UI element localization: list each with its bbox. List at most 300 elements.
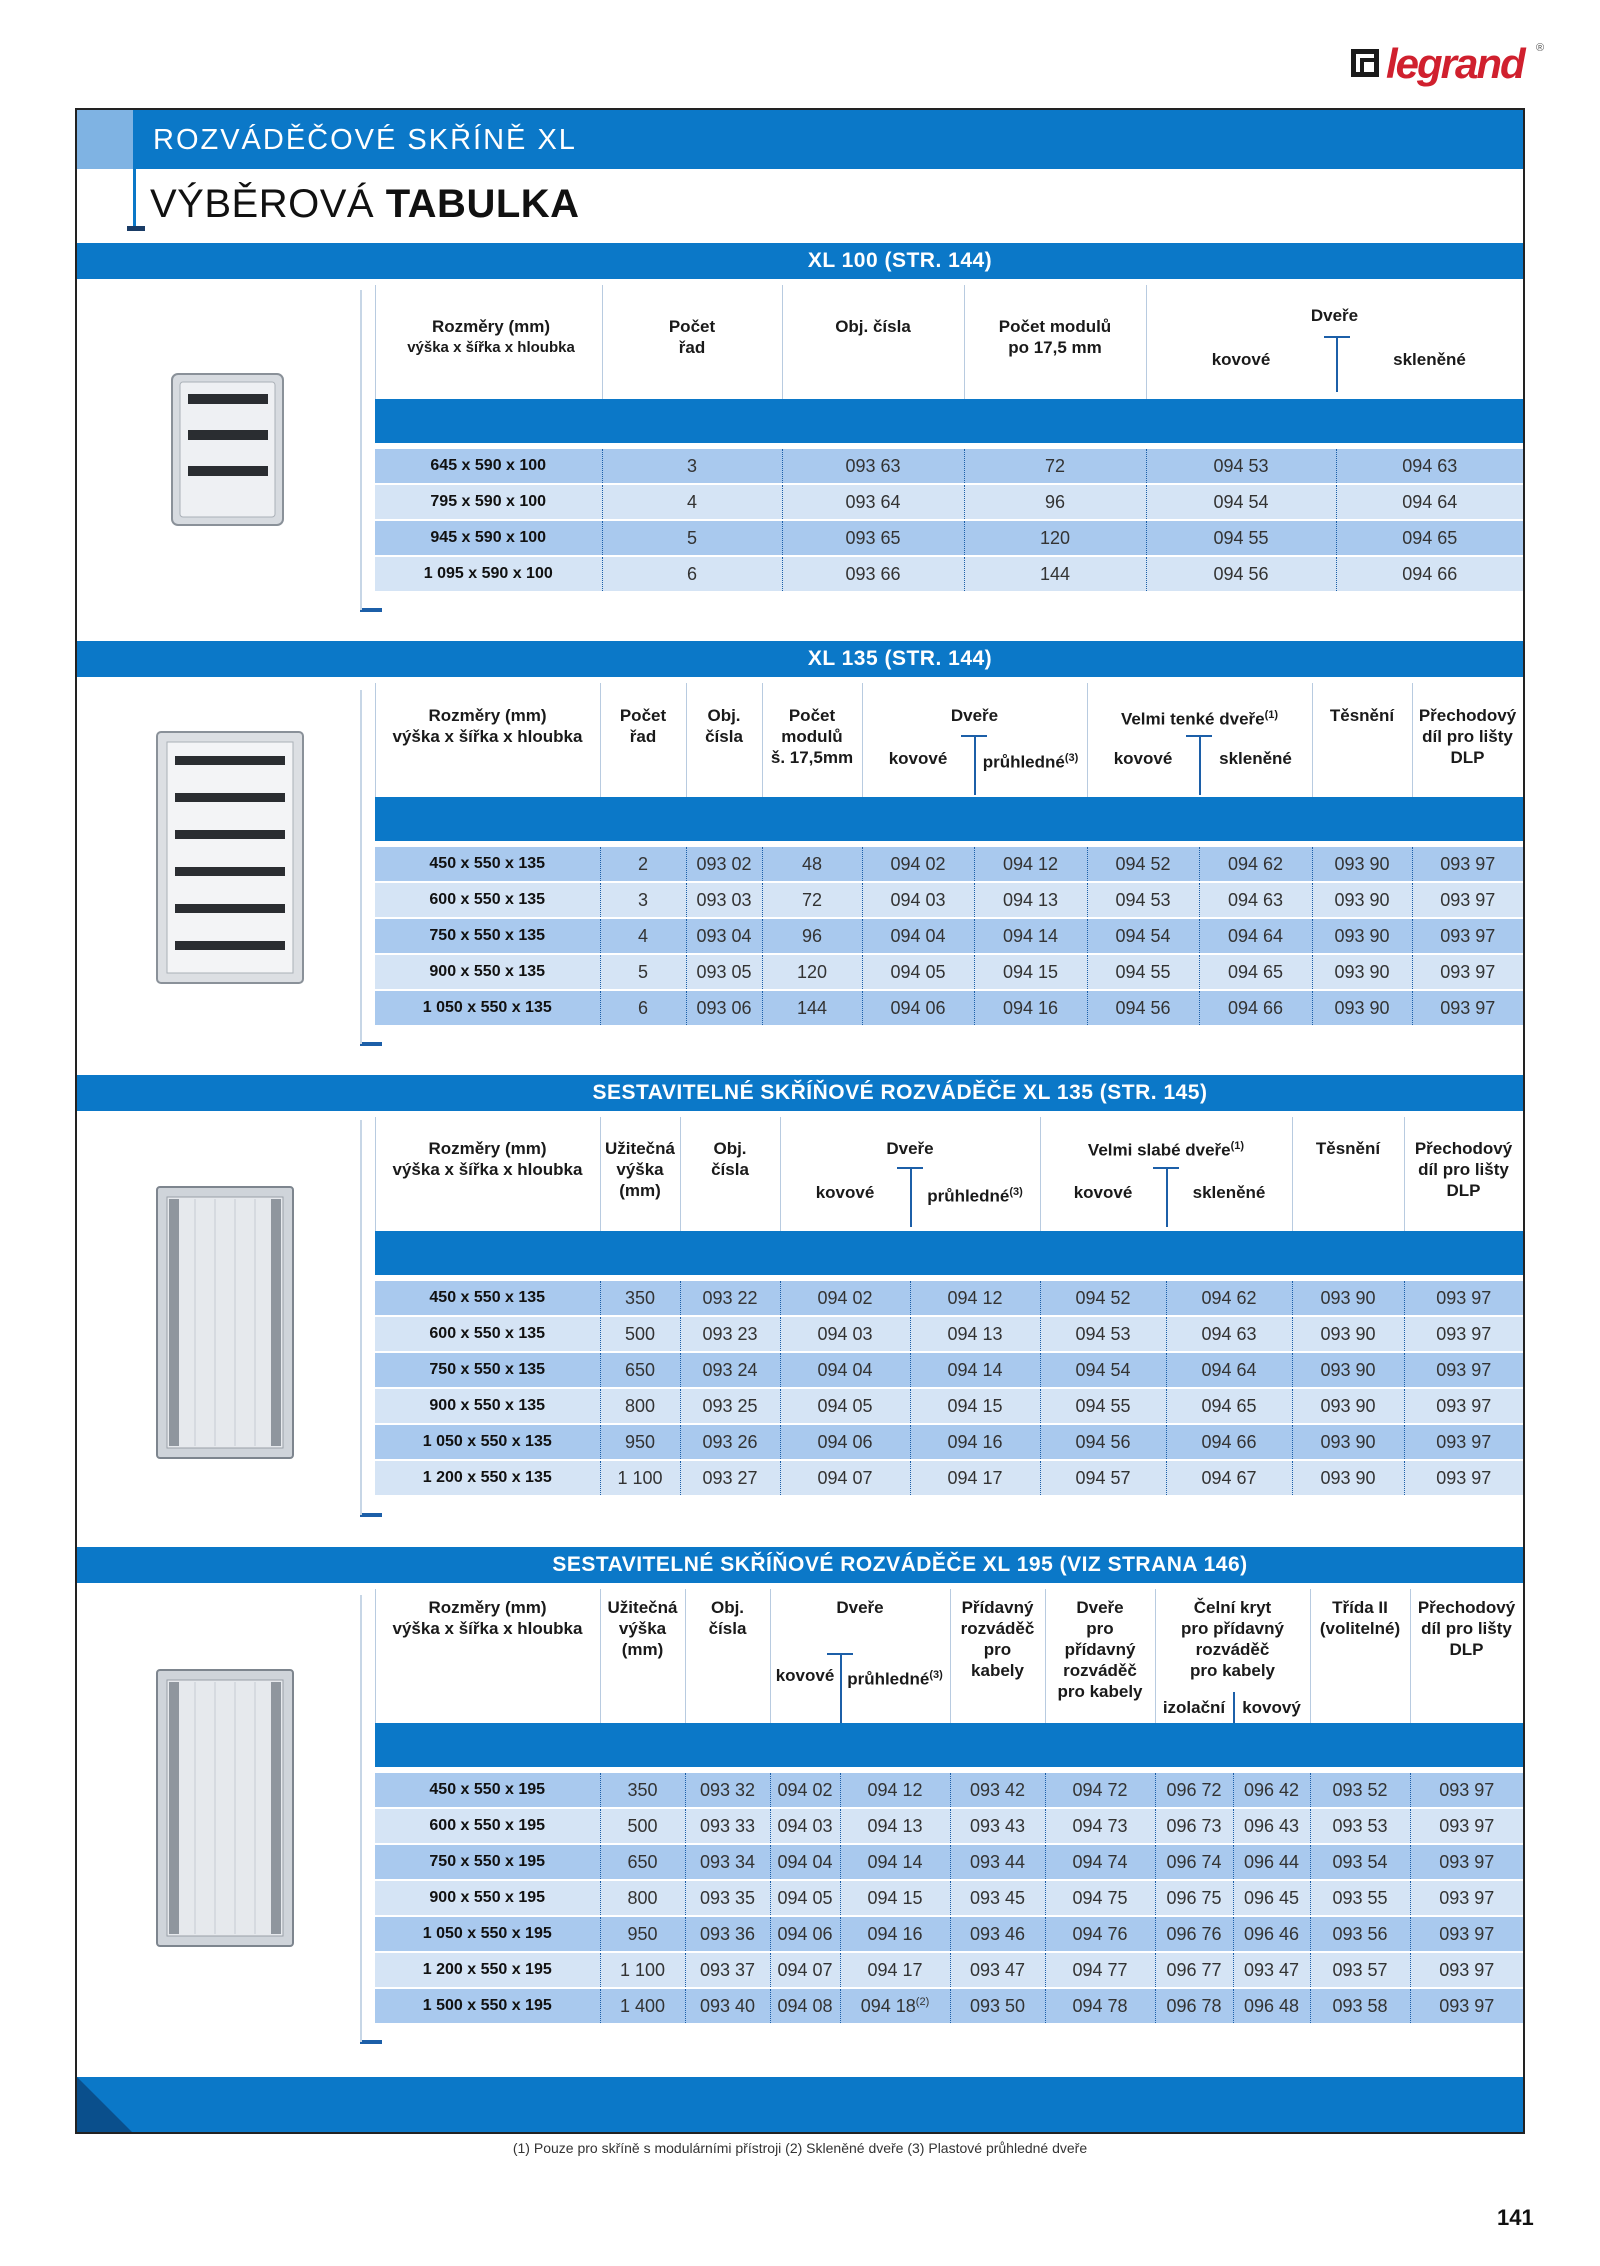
s4-cell: 094 76 [1045,1916,1155,1952]
s3-h-doors: Dveře [886,1139,934,1158]
s4-cell: 093 53 [1310,1808,1410,1844]
s1-cell: 120 [964,520,1146,556]
s4-cell: 093 97 [1410,1808,1523,1844]
s1-table-row [375,449,1523,484]
s4-cell: 093 43 [950,1808,1045,1844]
s4-cell: 094 17 [840,1952,950,1988]
s1-cell: 094 66 [1336,556,1523,592]
s4-cell: 094 78 [1045,1988,1155,2024]
s2-cell: 4 [600,918,686,954]
s1-table-row [375,484,1523,520]
s1-h-dim: Rozměry (mm) výška x šířka x hloubka [407,317,575,356]
s4-cell: 1 500 x 550 x 195 [375,1988,600,2024]
s3-cell: 094 02 [780,1281,910,1316]
s4-cell: 093 97 [1410,1880,1523,1916]
s4-table-row [375,1988,1523,2024]
s4-cell: 094 16 [840,1916,950,1952]
s3-cell: 094 64 [1166,1352,1292,1388]
header-divider [133,110,136,230]
s4-cell: 800 [600,1880,685,1916]
s1-cell: 3 [602,449,782,484]
s1-cell: 094 63 [1336,449,1523,484]
s3-cell: 1 100 [600,1460,680,1496]
s1-cell: 795 x 590 x 100 [375,484,602,520]
s4-h-front-cover: Čelní kryt pro přídavný rozváděč pro kabely [1181,1598,1284,1680]
s3-cell: 094 03 [780,1316,910,1352]
s3-table-row [375,1352,1523,1388]
s2-h-dim: Rozměry (mm) výška x šířka x hloubka [392,706,583,746]
s2-cell: 094 63 [1199,882,1312,918]
s3-cell: 093 90 [1292,1316,1404,1352]
s4-h-useful: Užitečná výška (mm) [607,1598,678,1659]
s3-h-obj: Obj. čísla [711,1139,749,1179]
s4-cell: 650 [600,1844,685,1880]
s4-h-transparent: průhledné$^{(3)}$ [847,1669,943,1689]
s4-cell: 096 78 [1155,1988,1233,2024]
s1-cell: 094 56 [1146,556,1336,592]
s1-table-row [375,556,1523,592]
s2-cell: 094 64 [1199,918,1312,954]
s4-cell: 094 08 [770,1988,840,2024]
s3-cell: 094 55 [1040,1388,1166,1424]
s2-cell: 093 90 [1312,954,1412,990]
s4-cell: 094 74 [1045,1844,1155,1880]
s4-cell: 094 75 [1045,1880,1155,1916]
s3-cell: 650 [600,1352,680,1388]
s2-cell: 093 06 [686,990,762,1026]
title-bold: TABULKA [385,182,580,226]
footer-corner-triangle [77,2077,137,2132]
s4-cell: 096 74 [1155,1844,1233,1880]
s2-cell: 094 14 [974,918,1087,954]
s2-cell: 093 97 [1412,954,1523,990]
s4-h-dlp: Přechodový díl pro lišty DLP [1417,1598,1516,1659]
s2-cell: 093 97 [1412,990,1523,1026]
s3-cell: 094 63 [1166,1316,1292,1352]
s2-h-transparent: průhledné$^{(3)}$ [982,752,1079,772]
s4-h-extra-cabinet: Přídavný rozváděč pro kabely [960,1598,1035,1680]
s2-cell: 96 [762,918,862,954]
s4-cell: 093 35 [685,1880,770,1916]
s4-h-extra-doors: Dveře pro přídavný rozváděč pro kabely [1057,1598,1143,1701]
s1-door-divider [1336,336,1338,392]
s2-cell: 094 03 [862,882,974,918]
s4-cell: 094 05 [770,1880,840,1916]
s2-cell: 094 56 [1087,990,1199,1026]
s1-cell: 945 x 590 x 100 [375,520,602,556]
s2-cell: 3 [600,882,686,918]
s2-tick [360,1042,382,1046]
s4-tick [360,2040,382,2044]
s4-cell: 900 x 550 x 195 [375,1880,600,1916]
header-subtitle: ROZVÁDĚČOVÉ SKŘÍNĚ XL [153,124,577,156]
s2-cell: 094 65 [1199,954,1312,990]
s4-cell: 600 x 550 x 195 [375,1808,600,1844]
s3-cell: 093 90 [1292,1388,1404,1424]
s1-table [375,449,1523,593]
section-xl100-band [77,243,1523,279]
s4-cell: 096 75 [1155,1880,1233,1916]
s2-cell: 094 13 [974,882,1087,918]
s2-h-metal: kovové [888,749,948,768]
s4-cell: 094 13 [840,1808,950,1844]
footnote: (1) Pouze pro skříně s modulárními přístroji (2) Skleněné dveře (3) Plastové průhledné dveře [512,2140,1088,2156]
page-number: 141 [1497,2205,1534,2230]
s2-cell: 094 06 [862,990,974,1026]
s1-cell: 093 65 [782,520,964,556]
s3-cell: 750 x 550 x 135 [375,1352,600,1388]
s4-h-obj: Obj. čísla [708,1598,747,1638]
s1-h-modules: Počet modulů po 17,5 mm [998,317,1112,357]
s3-table-row [375,1316,1523,1352]
s3-cell: 094 07 [780,1460,910,1496]
s4-cell: 093 55 [1310,1880,1410,1916]
s1-cell: 4 [602,484,782,520]
modular-xl195-cabinet-image [155,1668,295,1948]
s2-table-row [375,990,1523,1026]
s3-table-row [375,1281,1523,1316]
s4-cell: 096 46 [1233,1916,1310,1952]
s3-cell: 094 04 [780,1352,910,1388]
s4-cell: 096 43 [1233,1808,1310,1844]
s4-blue-bar [375,1723,1523,1767]
s4-cell: 093 97 [1410,1773,1523,1808]
section-xl100-title: XL 100 (STR. 144) [807,249,993,272]
s2-cell: 094 02 [862,847,974,882]
s2-cell: 094 66 [1199,990,1312,1026]
s3-cell: 093 90 [1292,1460,1404,1496]
s1-h-doors: Dveře [1310,306,1359,325]
s4-cell: 093 97 [1410,1844,1523,1880]
s1-cell: 094 65 [1336,520,1523,556]
s1-cell: 094 55 [1146,520,1336,556]
s2-h-doors: Dveře [950,706,999,725]
s3-cell: 094 53 [1040,1316,1166,1352]
s3-table-row [375,1388,1523,1424]
s2-cell: 144 [762,990,862,1026]
s3-cell: 093 97 [1404,1352,1523,1388]
s4-cell: 093 32 [685,1773,770,1808]
title-light: VÝBĚROVÁ [150,182,386,226]
s2-cell: 450 x 550 x 135 [375,847,600,882]
s4-cell: 093 52 [1310,1773,1410,1808]
s4-cell: 096 48 [1233,1988,1310,2024]
s3-tick [360,1513,382,1517]
s4-cell: 093 97 [1410,1916,1523,1952]
s3-cell: 600 x 550 x 135 [375,1316,600,1352]
s1-tick [360,608,382,612]
s4-cell: 094 73 [1045,1808,1155,1844]
s1-left-rule [360,290,362,610]
s2-cell: 094 15 [974,954,1087,990]
s4-table-row [375,1844,1523,1880]
s2-cell: 094 53 [1087,882,1199,918]
s3-cell: 450 x 550 x 135 [375,1281,600,1316]
header-accent [77,110,133,169]
header-tick [127,226,145,231]
s4-cell: 094 77 [1045,1952,1155,1988]
s1-h-metal: kovové [1211,350,1271,369]
s2-cell: 093 97 [1412,882,1523,918]
s4-cell: 450 x 550 x 195 [375,1773,600,1808]
s3-h-slim-doors: Velmi slabé dveře$^{(1)}$ [1087,1140,1245,1160]
xl135-cabinet-image [155,730,305,985]
s4-cell: 093 47 [950,1952,1045,1988]
s4-cell: 093 97 [1410,1988,1523,2024]
s2-h-seal: Těsnění [1329,706,1395,725]
s1-cell: 96 [964,484,1146,520]
s3-cell: 094 52 [1040,1281,1166,1316]
s3-cell: 093 97 [1404,1424,1523,1460]
s3-cell: 093 27 [680,1460,780,1496]
s2-table [375,847,1523,1027]
s4-cell: 093 56 [1310,1916,1410,1952]
s3-cell: 094 56 [1040,1424,1166,1460]
s4-cell: 093 58 [1310,1988,1410,2024]
brand-name: legrand [1386,40,1524,87]
s3-table [375,1281,1523,1497]
s4-h-class2: Třída II (volitelné) [1319,1598,1401,1638]
s2-cell: 72 [762,882,862,918]
s2-cell: 093 90 [1312,882,1412,918]
s2-cell: 120 [762,954,862,990]
s2-cell: 5 [600,954,686,990]
s3-cell: 094 05 [780,1388,910,1424]
s3-cell: 094 12 [910,1281,1040,1316]
s4-cell: 093 47 [1233,1952,1310,1988]
section-modular-xl195-title: SESTAVITELNÉ SKŘÍŇOVÉ ROZVÁDĚČE XL 195 (VIZ STRANA 146) [552,1553,1248,1576]
s2-cell: 093 02 [686,847,762,882]
s2-table-row [375,882,1523,918]
s2-table-row [375,847,1523,882]
s4-cell: 093 37 [685,1952,770,1988]
s4-cell: 750 x 550 x 195 [375,1844,600,1880]
s2-cell: 1 050 x 550 x 135 [375,990,600,1026]
s3-cell: 093 97 [1404,1316,1523,1352]
s4-h-metal: kovové [775,1666,835,1685]
s4-cell: 093 44 [950,1844,1045,1880]
s1-cell: 094 54 [1146,484,1336,520]
s3-h-transparent: průhledné$^{(3)}$ [927,1186,1023,1206]
legrand-mark-icon [1350,48,1380,78]
section-modular-xl135-band [77,1075,1523,1111]
s2-cell: 094 05 [862,954,974,990]
s2-cell: 093 03 [686,882,762,918]
s4-cell: 096 42 [1233,1773,1310,1808]
s4-cell: 093 42 [950,1773,1045,1808]
s2-h-thin-metal: kovové [1113,749,1173,768]
s4-cell: 500 [600,1808,685,1844]
s2-cell: 094 12 [974,847,1087,882]
s3-h-dim: Rozměry (mm) výška x šířka x hloubka [392,1139,583,1179]
s4-cell: 094 06 [770,1916,840,1952]
s3-cell: 094 54 [1040,1352,1166,1388]
s3-cell: 094 57 [1040,1460,1166,1496]
s1-cell: 094 53 [1146,449,1336,484]
s1-table-row [375,520,1523,556]
s4-cell: 093 97 [1410,1952,1523,1988]
s1-cell: 144 [964,556,1146,592]
s3-cell: 094 06 [780,1424,910,1460]
s3-cell: 350 [600,1281,680,1316]
s4-cell: 096 77 [1155,1952,1233,1988]
footer-band [77,2077,1523,2132]
s3-cell: 093 97 [1404,1460,1523,1496]
s4-cell: 096 44 [1233,1844,1310,1880]
s4-cell: 093 33 [685,1808,770,1844]
s4-cell: 1 400 [600,1988,685,2024]
s2-cell: 48 [762,847,862,882]
s3-cell: 094 16 [910,1424,1040,1460]
s3-cell: 094 14 [910,1352,1040,1388]
s3-cell: 093 90 [1292,1424,1404,1460]
s4-cell: 093 57 [1310,1952,1410,1988]
s4-cell: 094 07 [770,1952,840,1988]
s4-cell: 094 18$^{(2)}$ [840,1988,950,2024]
s4-table-row [375,1952,1523,1988]
s2-cell: 093 90 [1312,990,1412,1026]
s4-cell: 093 34 [685,1844,770,1880]
s3-cell: 094 66 [1166,1424,1292,1460]
s2-table-row [375,954,1523,990]
s1-cell: 6 [602,556,782,592]
s4-cell: 093 45 [950,1880,1045,1916]
s4-cell: 1 050 x 550 x 195 [375,1916,600,1952]
s4-cell: 093 54 [1310,1844,1410,1880]
s2-cell: 094 54 [1087,918,1199,954]
s3-table-row [375,1460,1523,1496]
s3-cell: 094 15 [910,1388,1040,1424]
s4-table-row [375,1773,1523,1808]
brand-reg: ® [1536,42,1545,54]
s2-cell: 093 90 [1312,918,1412,954]
s3-cell: 093 22 [680,1281,780,1316]
s2-h-modules: Počet modulů š. 17,5mm [770,706,854,767]
modular-xl135-cabinet-image [155,1185,295,1460]
s4-h-metallic: kovový [1242,1698,1301,1717]
s3-cell: 094 13 [910,1316,1040,1352]
s2-cell: 094 55 [1087,954,1199,990]
s3-cell: 094 67 [1166,1460,1292,1496]
s3-h-seal: Těsnění [1315,1139,1381,1158]
s3-cell: 093 25 [680,1388,780,1424]
s4-cell: 350 [600,1773,685,1808]
s2-cell: 2 [600,847,686,882]
section-xl135-band [77,641,1523,677]
s2-h-thin-glass: skleněné [1219,749,1292,768]
page-title [150,182,580,227]
s4-table-row [375,1880,1523,1916]
s3-h-useful: Užitečná výška (mm) [605,1139,675,1200]
s2-cell: 093 97 [1412,918,1523,954]
s2-cell: 093 05 [686,954,762,990]
s4-cell: 094 15 [840,1880,950,1916]
s2-cell: 094 52 [1087,847,1199,882]
s2-cell: 6 [600,990,686,1026]
s3-cell: 093 23 [680,1316,780,1352]
s4-cell: 093 36 [685,1916,770,1952]
s3-cell: 093 97 [1404,1281,1523,1316]
section-modular-xl135-title: SESTAVITELNÉ SKŘÍŇOVÉ ROZVÁDĚČE XL 135 (STR. 145) [592,1081,1208,1104]
s4-cell: 096 72 [1155,1773,1233,1808]
s3-cell: 500 [600,1316,680,1352]
s1-cell: 5 [602,520,782,556]
s3-cell: 093 90 [1292,1352,1404,1388]
s3-cell: 950 [600,1424,680,1460]
s3-h-slim-metal: kovové [1073,1183,1133,1202]
s3-cell: 093 24 [680,1352,780,1388]
s3-h-metal: kovové [815,1183,875,1202]
s3-h-dlp: Přechodový díl pro lišty DLP [1414,1139,1513,1200]
s3-cell: 093 26 [680,1424,780,1460]
s3-cell: 1 050 x 550 x 135 [375,1424,600,1460]
legrand-logo [1350,40,1550,90]
s3-h-slim-glass: skleněné [1192,1183,1266,1202]
s1-cell: 72 [964,449,1146,484]
section-modular-xl195-band [77,1547,1523,1583]
s3-cell: 093 97 [1404,1388,1523,1424]
s1-h-rows: Počet řad [668,317,716,357]
s2-h-rows: Počet řad [619,706,667,746]
s3-cell: 900 x 550 x 135 [375,1388,600,1424]
s4-table [375,1773,1523,2025]
s2-blue-bar [375,797,1523,841]
s2-cell: 750 x 550 x 135 [375,918,600,954]
s3-cell: 093 90 [1292,1281,1404,1316]
s2-cell: 600 x 550 x 135 [375,882,600,918]
s2-cell: 094 62 [1199,847,1312,882]
s4-cell: 094 14 [840,1844,950,1880]
s1-h-glass: skleněné [1393,350,1466,369]
s2-cell: 094 16 [974,990,1087,1026]
s1-cell: 645 x 590 x 100 [375,449,602,484]
s4-cell: 950 [600,1916,685,1952]
s2-h-thin-doors: Velmi tenké dveře$^{(1)}$ [1120,709,1279,729]
s1-blue-bar [375,399,1523,443]
s2-h-dlp: Přechodový díl pro lišty DLP [1418,706,1517,767]
s1-cell: 093 64 [782,484,964,520]
s4-table-row [375,1808,1523,1844]
s3-blue-bar [375,1231,1523,1275]
s2-cell: 093 04 [686,918,762,954]
s3-cell: 094 65 [1166,1388,1292,1424]
s4-cell: 094 04 [770,1844,840,1880]
s4-table-row [375,1916,1523,1952]
s3-table-row [375,1424,1523,1460]
xl100-cabinet-image [170,372,285,527]
s4-cell: 1 100 [600,1952,685,1988]
s3-cell: 1 200 x 550 x 135 [375,1460,600,1496]
s1-cell: 094 64 [1336,484,1523,520]
s4-cell: 096 76 [1155,1916,1233,1952]
s4-cell: 094 72 [1045,1773,1155,1808]
s3-cell: 800 [600,1388,680,1424]
s4-cell: 094 02 [770,1773,840,1808]
s1-cell: 1 095 x 590 x 100 [375,556,602,592]
s3-cell: 094 62 [1166,1281,1292,1316]
s1-cell: 093 66 [782,556,964,592]
s4-cell: 094 03 [770,1808,840,1844]
s1-h-obj: Obj. čísla [835,317,911,336]
s4-h-dim: Rozměry (mm) výška x šířka x hloubka [392,1598,583,1638]
s3-cell: 094 17 [910,1460,1040,1496]
s4-cell: 093 46 [950,1916,1045,1952]
s4-cell: 093 40 [685,1988,770,2024]
s4-cell: 096 73 [1155,1808,1233,1844]
s2-cell: 093 97 [1412,847,1523,882]
s2-cell: 093 90 [1312,847,1412,882]
s4-h-doors: Dveře [836,1598,884,1617]
